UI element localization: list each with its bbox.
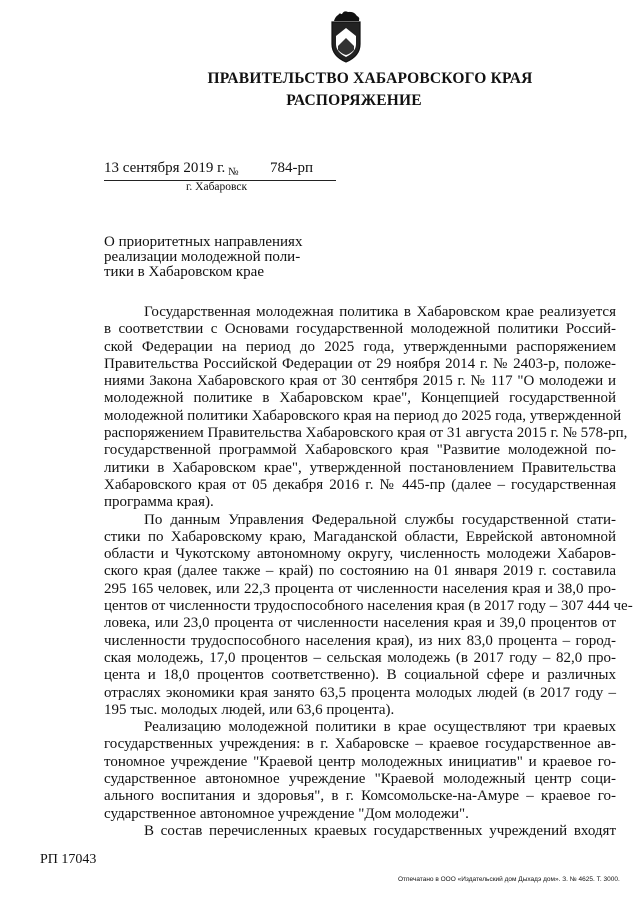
body-line: программа края).: [104, 494, 214, 511]
document-number: 784-рп: [270, 160, 314, 176]
body-line: ниями Закона Хабаровского края от 30 сентября 2015 г. № 117 "О молодежи и: [104, 373, 616, 390]
printer-imprint: Отпечатано в ООО «Издательский дом Дыхадэ дом». З. № 4625. Т. 3000.: [398, 876, 620, 883]
document-subject: [104, 235, 334, 280]
body-line: молодежной политики Хабаровского края на период до 2025 года, утвержденной: [104, 407, 622, 424]
body-line: в соответствии с Основами государственной молодежной политики Россий-: [104, 321, 616, 338]
body-line: тономное учреждение "Краевой центр молодежных инициатив" и краевое го-: [104, 753, 616, 770]
number-sign: №: [228, 166, 239, 178]
body-line: цента и 18,0 процентов соответственно). В социальной сфере и различных: [104, 667, 616, 684]
body-line: численности трудоспособного населения края), из них 83,0 процента – город-: [104, 632, 616, 649]
coat-of-arms-emblem: [324, 8, 368, 64]
body-line: сударственное автономное учреждение "Дом молодежи".: [104, 805, 469, 822]
body-line: стики по Хабаровскому краю, Магаданской области, Еврейской автономной: [104, 528, 616, 545]
body-line: Реализацию молодежной политики в крае осуществляют три краевых: [144, 719, 616, 736]
subject-line: реализации молодежной поли-: [104, 249, 301, 265]
body-line: распоряжением Правительства Хабаровского края от 31 августа 2015 г. № 578-рп,: [104, 425, 628, 442]
subject-line: тики в Хабаровском крае: [104, 264, 264, 280]
body-line: отраслях экономики края занято 63,5 процента молодых людей (в 2017 году –: [104, 684, 616, 701]
document-city: г. Хабаровск: [186, 181, 248, 193]
body-line: ловека, или 23,0 процента от численности населения края и 39,0 процентов от: [104, 615, 616, 632]
body-line: В состав перечисленных краевых государственных учреждений входят: [144, 822, 616, 839]
subject-line: О приоритетных направлениях: [104, 234, 303, 250]
body-line: государственной программой Хабаровского края "Развитие молодежной по-: [104, 442, 616, 459]
body-line: Правительства Российской Федерации от 29 ноября 2014 г. № 2403-р, положе-: [104, 355, 616, 372]
body-line: 195 тыс. молодых людей, или 63,6 процента).: [104, 701, 395, 718]
body-line: По данным Управления Федеральной службы государственной стати-: [144, 511, 616, 528]
document-body: [104, 304, 633, 840]
document-date: 13 сентября 2019 г.: [104, 160, 226, 176]
organization-title: ПРАВИТЕЛЬСТВО ХАБАРОВСКОГО КРАЯ: [207, 70, 533, 87]
body-line: области и Чукотскому автономному округу, численность молодежи Хабаров-: [104, 546, 616, 563]
body-line: сударственное автономное учреждение "Краевой молодежный центр соци-: [104, 771, 616, 788]
body-line: литики в Хабаровском крае", утвержденной постановлением Правительства: [104, 459, 616, 476]
body-line: центов от численности трудоспособного населения края (в 2017 году – 307 444 че-: [104, 598, 633, 615]
body-line: государственных учреждения: в г. Хабаровске – краевое государственное ав-: [104, 736, 616, 753]
body-line: молодежной политике в Хабаровском крае", Концепцией государственной: [104, 390, 616, 407]
document-type: РАСПОРЯЖЕНИЕ: [286, 92, 422, 109]
body-line: ская молодежь, 17,0 процентов – сельская молодежь (в 2017 году – 82,0 про-: [104, 649, 616, 666]
body-line: ского края (далее также – край) по состоянию на 01 января 2019 г. составила: [104, 563, 616, 580]
body-line: 295 165 человек, или 22,3 процента от численности населения края и 38,0 про-: [104, 580, 616, 597]
document-code: РП 17043: [40, 852, 97, 867]
body-line: Государственная молодежная политика в Хабаровском крае реализуется: [144, 304, 616, 320]
body-line: ального воспитания и здоровья", в г. Комсомольске-на-Амуре – краевое го-: [104, 788, 616, 805]
body-line: Хабаровского края от 05 декабря 2016 г. № 445-пр (далее – государственная: [104, 476, 616, 493]
body-line: ской Федерации на период до 2025 года, утвержденными распоряжением: [104, 338, 616, 355]
